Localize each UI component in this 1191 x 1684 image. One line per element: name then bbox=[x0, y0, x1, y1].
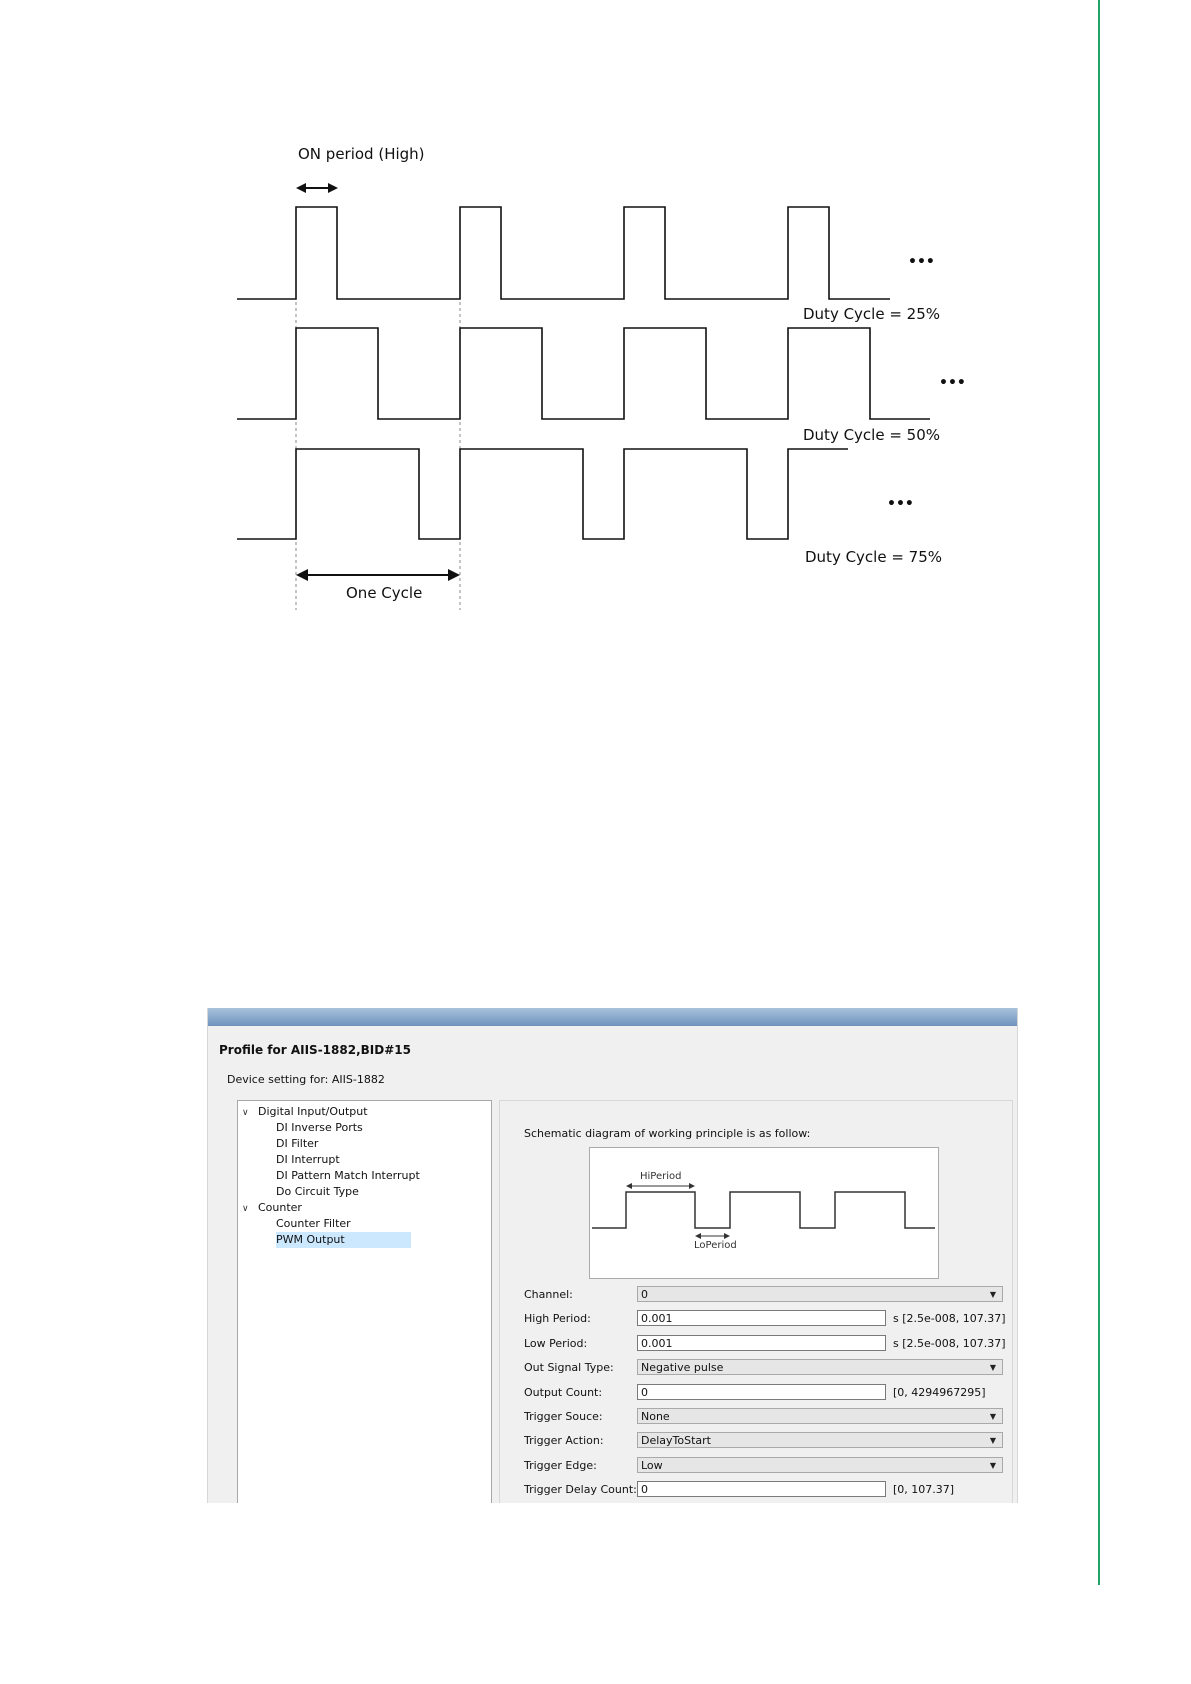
field-value: Low bbox=[641, 1458, 663, 1472]
dropdown-arrow-icon[interactable]: ▼ bbox=[989, 1460, 996, 1470]
field-value: 0.001 bbox=[641, 1336, 673, 1350]
chevron-down-icon[interactable]: ∨ bbox=[242, 1108, 249, 1118]
field-input[interactable] bbox=[637, 1310, 886, 1326]
tree-item[interactable] bbox=[276, 1152, 340, 1168]
field-range: s [2.5e-008, 107.37] bbox=[893, 1336, 1006, 1350]
field-label: Out Signal Type: bbox=[524, 1361, 614, 1375]
field-label: Trigger Souce: bbox=[524, 1410, 603, 1423]
duty-cycle-label: Duty Cycle = 50% bbox=[803, 426, 941, 444]
field-select[interactable] bbox=[637, 1408, 1003, 1424]
field-value: 0 bbox=[641, 1483, 648, 1497]
field-label: Output Count: bbox=[524, 1385, 603, 1399]
device-setting-label: Device setting for: AIIS-1882 bbox=[227, 1073, 385, 1086]
field-input[interactable] bbox=[637, 1384, 886, 1400]
tree-item-label: Do Circuit Type bbox=[276, 1185, 359, 1198]
tree-item-label: DI Filter bbox=[276, 1137, 319, 1150]
tree-category[interactable] bbox=[242, 1200, 302, 1216]
duty-cycle-diagram bbox=[0, 0, 1191, 640]
tree-item-label: Counter Filter bbox=[276, 1217, 351, 1230]
dropdown-arrow-icon[interactable]: ▼ bbox=[989, 1363, 996, 1373]
continuation-ellipsis: ••• bbox=[908, 254, 935, 270]
tree-item-label: Counter bbox=[258, 1201, 302, 1214]
tree-item[interactable] bbox=[276, 1232, 411, 1248]
loperiod-label: LoPeriod bbox=[694, 1240, 737, 1251]
field-label: High Period: bbox=[524, 1312, 591, 1326]
hiperiod-label: HiPeriod bbox=[640, 1171, 682, 1182]
field-label: Low Period: bbox=[524, 1336, 588, 1350]
tree-category[interactable] bbox=[242, 1104, 368, 1120]
field-label: Trigger Edge: bbox=[524, 1458, 597, 1472]
tree-item[interactable] bbox=[276, 1216, 351, 1232]
continuation-ellipsis: ••• bbox=[887, 496, 914, 512]
field-range: [0, 107.37] bbox=[893, 1483, 955, 1497]
on-period-label: ON period (High) bbox=[298, 145, 425, 163]
field-select[interactable] bbox=[637, 1359, 1003, 1375]
waveform-3 bbox=[237, 449, 848, 539]
pwm-settings-panel bbox=[499, 1100, 1013, 1503]
field-value: 0 bbox=[641, 1288, 648, 1301]
chevron-down-icon[interactable]: ∨ bbox=[242, 1204, 249, 1214]
field-value: 0 bbox=[641, 1385, 648, 1399]
tree-item-label: PWM Output bbox=[276, 1233, 345, 1246]
field-value: Negative pulse bbox=[641, 1361, 724, 1375]
one-cycle-arrow bbox=[296, 569, 460, 581]
settings-tree bbox=[237, 1100, 492, 1503]
tree-item-label: DI Interrupt bbox=[276, 1153, 340, 1166]
schematic-waveform bbox=[592, 1192, 935, 1228]
dropdown-arrow-icon[interactable]: ▼ bbox=[989, 1290, 996, 1299]
tree-item-label: DI Inverse Ports bbox=[276, 1121, 363, 1134]
tree-item[interactable] bbox=[276, 1136, 318, 1152]
tree-item[interactable] bbox=[276, 1120, 363, 1136]
tree-item[interactable] bbox=[276, 1168, 420, 1184]
continuation-ellipsis: ••• bbox=[939, 375, 966, 391]
field-label: Channel: bbox=[524, 1288, 573, 1301]
field-select[interactable] bbox=[637, 1286, 1003, 1302]
tree-item-label: Digital Input/Output bbox=[258, 1105, 368, 1118]
schematic-diagram bbox=[589, 1147, 939, 1279]
dropdown-arrow-icon[interactable]: ▼ bbox=[989, 1412, 996, 1421]
field-select[interactable] bbox=[637, 1432, 1003, 1448]
field-label: Trigger Delay Count: bbox=[524, 1483, 637, 1497]
field-range: s [2.5e-008, 107.37] bbox=[893, 1312, 1006, 1326]
dialog-title-band bbox=[208, 1008, 1017, 1026]
field-input[interactable] bbox=[637, 1481, 886, 1497]
field-input[interactable] bbox=[637, 1335, 886, 1351]
tree-item-label: DI Pattern Match Interrupt bbox=[276, 1169, 420, 1182]
duty-cycle-label: Duty Cycle = 75% bbox=[805, 548, 943, 566]
field-value: None bbox=[641, 1410, 670, 1423]
field-label: Trigger Action: bbox=[524, 1434, 604, 1448]
one-cycle-label: One Cycle bbox=[346, 584, 423, 602]
dropdown-arrow-icon[interactable]: ▼ bbox=[989, 1436, 996, 1446]
on-period-arrow bbox=[296, 183, 338, 193]
waveform-1 bbox=[237, 207, 890, 299]
tree-item[interactable] bbox=[276, 1184, 359, 1200]
schematic-caption: Schematic diagram of working principle is as follow: bbox=[524, 1127, 811, 1140]
waveform-2 bbox=[237, 328, 930, 419]
field-value: 0.001 bbox=[641, 1312, 673, 1326]
field-value: DelayToStart bbox=[641, 1434, 711, 1448]
field-select[interactable] bbox=[637, 1457, 1003, 1473]
dialog-title: Profile for AIIS-1882,BID#15 bbox=[219, 1043, 411, 1057]
field-range: [0, 4294967295] bbox=[893, 1385, 986, 1399]
pwm-profile-dialog bbox=[207, 1008, 1018, 1503]
duty-cycle-label: Duty Cycle = 25% bbox=[803, 305, 941, 323]
